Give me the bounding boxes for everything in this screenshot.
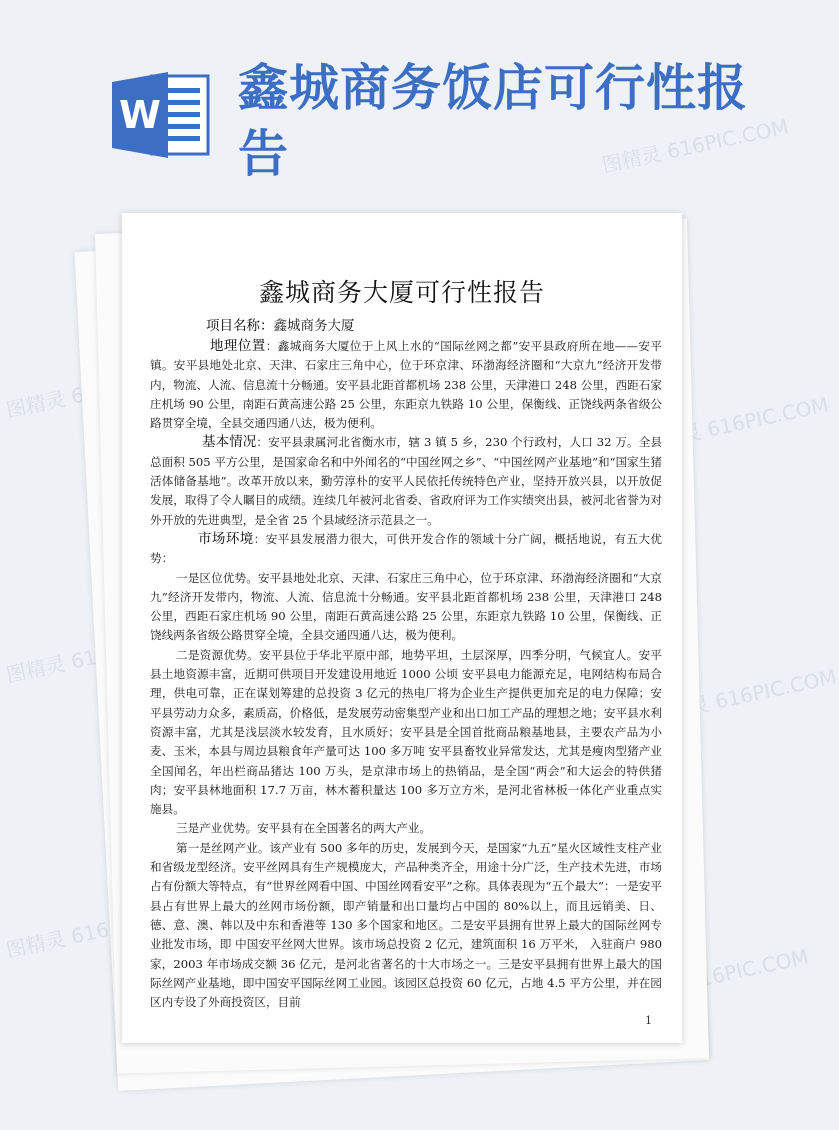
- watermark: 图精灵 616PIC.COM: [619, 944, 811, 1008]
- project-value: 鑫城商务大厦: [273, 318, 355, 334]
- basic-paragraph: [150, 433, 662, 529]
- body-paragraph: 三是产业优势。安平县有在全国著名的两大产业。: [176, 821, 432, 836]
- geo-label: 地理位置: [210, 338, 266, 354]
- body-paragraph: 一是区位优势。安平县地处北京、天津、石家庄三角中心，位于环京津、环渤海经济圈和“大京九”经济开发带内，物流、人流、信息流十分畅通。安平县北距首都机场 238 公里，天津港口 248 公里，西距石家庄机场 90 公里，南距石黄高速公路 25 公里，东距京九铁路 10 公里，保衡线、正饶线两条省级公路贯穿全境，全县交通四通八达，极为便利。: [150, 570, 662, 643]
- watermark: 图精灵 616PIC.COM: [3, 899, 195, 963]
- watermark: 图精灵 616PIC.COM: [647, 664, 839, 728]
- watermark: 图精灵: [3, 651, 68, 688]
- banner-title: 鑫城商务饭店可行性报告: [238, 59, 748, 183]
- document-body: [150, 315, 662, 1012]
- geo-text: ：鑫城商务大厦位于上风上水的“国际丝网之都”安平县政府所在地——安平镇。安平县地处北京、天津、石家庄三角中心，位于环京津、环渤海经济圈和“大京九”经济开发带内，物流、人流、信息流十分畅通。安平县北距首都机场 238 公里，天津港口 248 公里，西距石家庄机场 90 公里，南距石黄高速公路 25 公里，东距京九铁路 10 公里，保衡线、正饶线两条省级公路贯穿全境，全县交通四通八达，极为便利。: [150, 339, 663, 431]
- watermark: 图精灵 616PIC.COM: [639, 392, 831, 456]
- geo-paragraph: [150, 337, 662, 433]
- project-label: 项目名称：: [206, 318, 274, 334]
- market-label: 市场环境: [198, 530, 254, 547]
- market-paragraph: [150, 530, 662, 569]
- market-text: ：安平县发展潜力很大，可供开发合作的领域十分广阔，概括地说，有五大优势：: [150, 531, 662, 566]
- body-paragraph: 二是资源优势。安平县位于华北平原中部，地势平坦，土层深厚，四季分明，气候宜人。安平县土地资源丰富，近期可供项目开发建设用地近 1000 公顷 安平县电力能源充足，电网结构布局合理，供电可靠，正在谋划筹建的总投资 3 亿元的热电厂将为企业生产提供更加充足的电力保障；安平县劳动力众多，素质高，价格低，是发展劳动密集型产业和出口加工产品的理想之地；安平县水利资源丰富，尤其是浅层淡水较发育，且水质好；安平县是全国首批商品粮基地县，主要农产品为小麦、玉米，本县与周边县粮食年产量可达 100 多万吨 安平县畜牧业异常发达，尤其是瘦肉型猪产业全国闻名，年出栏商品猪达 100 万头，是京津市场上的热销品，是全国“两会”和大运会的特供猪肉；安平县林地面积 17.7 万亩，林木蓄积量达 100 多万立方米，是河北省林板一体化产业重点实施县。: [150, 647, 662, 817]
- body-paragraph: 第一是丝网产业。该产业有 500 多年的历史，发展到今天，是国家“九五”星火区域性支柱产业和省级龙型经济。安平丝网具有生产规模庞大，产品种类齐全，用途十分广泛，生产技术先进，市场占有份额大等特点，有“世界丝网看中国、中国丝网看安平”之称。具体表现为“五个最大”：一是安平县占有世界上最大的丝网市场份额，即产销量和出口量均占中国的 80%以上，而且远销美、日、德、意、澳、韩以及中东和香港等 130 多个国家和地区。二是安平县拥有世界上最大的国际丝网专业批发市场，即 中国安平丝网大世界。该市场总投资 2 亿元，建筑面积 16 万平米， 入驻商户 980 家，2003 年市场成交额 36 亿元，是河北省著名的十大市场之一。三是安平县拥有世界上最大的国际丝网产业基地，即中国安平国际丝网工业园。该园区总投资 60 亿元，占地 4.5 平方公里，并在园区内专设了外商投资区，目前: [150, 840, 662, 1010]
- word-logo-letter: W: [119, 93, 161, 137]
- basic-label: 基本情况: [202, 434, 257, 451]
- word-doc-icon: [112, 70, 212, 160]
- project-name-line: [150, 315, 662, 337]
- page-number: 1: [645, 1014, 652, 1027]
- watermark: 图精灵: [3, 386, 68, 423]
- document-title: 鑫城商务大厦可行性报告: [258, 278, 545, 307]
- top-banner: [0, 0, 800, 200]
- document-page: [122, 213, 682, 1043]
- basic-text: ：安平县隶属河北省衡水市，辖 3 镇 5 乡，230 个行政村，人口 32 万。全县总面积 505 平方公里，是国家命名和中外闻名的“中国丝网之乡”、“中国丝网产业基地”和“国家生猪活体储备基地”。改革开放以来，勤劳淳朴的安平人民依托传统特色产业，坚持开放兴县，以开放促发展，取得了令人瞩目的成绩。连续几年被河北省委、省政府评为工作实绩突出县，被河北省誉为对外开放的先进典型，是全省 25 个县域经济示范县之一。: [150, 435, 663, 527]
